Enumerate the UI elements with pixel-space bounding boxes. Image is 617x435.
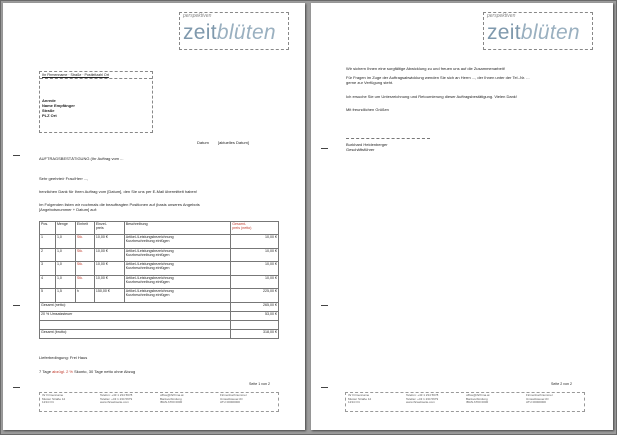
payment-discount: abzügl. 2 %: [52, 369, 73, 374]
cell-preis: 150,00 €: [94, 289, 124, 303]
cell-desc: Artikel-/Leistungsbezeichnung Kurzbeschreibung einfügen: [124, 275, 231, 289]
fold-mark: [13, 155, 20, 156]
gross-value: 318,00 €: [231, 329, 279, 338]
logo-tagline: perspektiven: [487, 13, 516, 19]
delivery-terms: Lieferbedingung: Frei Haus: [39, 355, 88, 360]
table-row-spacer: [40, 320, 279, 329]
paragraph-list-1: Im Folgenden listen wir nochmals die beauftragten Positionen auf (basis unseres Angebots: [39, 202, 200, 207]
cell-menge: 1,0: [55, 248, 75, 262]
signature-line: [346, 138, 430, 139]
logo-wordmark: [183, 21, 276, 45]
col-header: Einzel- preis: [94, 222, 124, 235]
col-header: Pos.: [40, 222, 56, 235]
cell-preis: 10,00 €: [94, 235, 124, 249]
cell-preis: 10,00 €: [94, 248, 124, 262]
cell-desc: Artikel-/Leistungsbezeichnung Kurzbeschreibung einfügen: [124, 235, 231, 249]
footer-col-4: Firmenbuchnummer Umsatzsteuer-ID ATU 00000000: [526, 393, 553, 405]
cell-gesamt: 225,00 €: [231, 289, 279, 303]
logo-word-1: zeit: [183, 21, 217, 44]
table-header-row: [40, 222, 279, 235]
cell-gesamt: 10,00 €: [231, 275, 279, 289]
table-row: [40, 275, 279, 289]
cell-menge: 1,5: [55, 289, 75, 303]
recipient-line-2: Name Empfänger: [42, 103, 75, 108]
signer-name: Burkhard Heidenberger: [346, 142, 388, 147]
fold-mark: [321, 387, 328, 388]
col-header: Einheit: [75, 222, 94, 235]
cell-pos: 1: [40, 235, 56, 249]
footer-col-2: Telefon: +43 1 234 5678 Telefax: +43 1 234 5679 www.ihrwebseite.com: [100, 393, 133, 405]
page-number: Seite 2 von 2: [551, 382, 572, 386]
footer-col-2: Telefon: +43 1 234 5678 Telefax: +43 1 234 5679 www.ihrwebseite.com: [406, 393, 439, 405]
footer-col-1: Ihr Firmenname Muster Straße 12 1234 Ort: [348, 393, 372, 405]
cell-desc: Artikel-/Leistungsbezeichnung Kurzbeschreibung einfügen: [124, 248, 231, 262]
fold-mark: [321, 148, 328, 149]
table-row: [40, 235, 279, 249]
cell-pos: 2: [40, 248, 56, 262]
closing-greeting: Mit freundlichen Grüßen: [346, 107, 389, 112]
salutation: Sehr geehrte/r Frau/Herr ...,: [39, 176, 89, 181]
table-row: [40, 262, 279, 276]
fold-mark: [321, 305, 328, 306]
fold-mark: [13, 305, 20, 306]
cell-menge: 1,0: [55, 262, 75, 276]
signer-title: Geschäftsführer: [346, 147, 375, 152]
logo-wordmark: [487, 21, 580, 45]
closing-line-2a: Für Fragen im Zuge der Auftragsabwicklung wenden Sie sich an Herrn ..., der Ihnen unter der Tel.-Nr. ...: [346, 75, 530, 80]
recipient-line-3: Straße: [42, 108, 55, 113]
cell-pos: 3: [40, 262, 56, 276]
cell-preis: 10,00 €: [94, 275, 124, 289]
spacer-cell: [40, 320, 231, 329]
page-2: [311, 3, 613, 430]
table-row-net: [40, 302, 279, 311]
paragraph-list-2: [Angebotsnummer + Datum] auf:: [39, 207, 97, 212]
spacer-cell: [231, 320, 279, 329]
vat-value: 53,00 €: [231, 311, 279, 320]
closing-line-2b: gerne zur Verfügung steht.: [346, 80, 394, 85]
footer-box: [345, 392, 585, 412]
sender-line: Ihr Firmenname · Straße · Postleitzahl Ort: [42, 73, 109, 77]
positions-table: [39, 221, 279, 339]
net-value: 265,00 €: [231, 302, 279, 311]
fold-mark: [13, 387, 20, 388]
footer-col-4: Firmenbuchnummer Umsatzsteuer-ID ATU 00000000: [220, 393, 247, 405]
footer-col-1: Ihr Firmenname Muster Straße 12 1234 Ort: [42, 393, 66, 405]
payment-post: Skonto, 30 Tage netto ohne Abzug: [72, 369, 136, 374]
footer-box: [39, 392, 279, 412]
table-row: [40, 248, 279, 262]
logo-tagline: perspektiven: [183, 13, 212, 19]
cell-gesamt: 10,00 €: [231, 235, 279, 249]
payment-pre: 7 Tage: [39, 369, 53, 374]
table-row-vat: [40, 311, 279, 320]
cell-einheit: Stk.: [75, 248, 94, 262]
cell-menge: 1,0: [55, 275, 75, 289]
cell-gesamt: 10,00 €: [231, 262, 279, 276]
table-row: [40, 289, 279, 303]
cell-desc: Artikel-/Leistungsbezeichnung Kurzbeschreibung einfügen: [124, 289, 231, 303]
cell-pos: 4: [40, 275, 56, 289]
date-value: [aktuelles Datum]: [218, 140, 249, 145]
cell-desc: Artikel-/Leistungsbezeichnung Kurzbeschreibung einfügen: [124, 262, 231, 276]
page-number: Seite 1 von 2: [249, 382, 270, 386]
logo-box: [179, 12, 289, 50]
logo-box: [483, 12, 593, 50]
paragraph-thanks: herzlichen Dank für Ihren Auftrag vom [Datum], den Sie uns per E-Mail übermittelt haben!: [39, 189, 198, 194]
cell-einheit: Stk.: [75, 235, 94, 249]
logo-word-2: blüten: [216, 21, 276, 44]
cell-einheit: h: [75, 289, 94, 303]
payment-terms: [39, 369, 135, 374]
address-box: [39, 71, 153, 133]
footer-col-3: office@ihrfirma.at Bankverbindung IBAN AT00 0000: [466, 393, 490, 405]
logo-word-1: zeit: [487, 21, 521, 44]
cell-preis: 10,00 €: [94, 262, 124, 276]
cell-einheit: Stk.: [75, 275, 94, 289]
col-header: Beschreibung: [124, 222, 231, 235]
logo-word-2: blüten: [520, 21, 580, 44]
col-header: Menge: [55, 222, 75, 235]
recipient-line-4: PLZ Ort: [42, 113, 57, 118]
subject-line: AUFTRAGSBESTÄTIGUNG (Ihr Auftrag vom ...: [39, 156, 124, 161]
vat-label: 20 % Umsatzsteuer: [40, 311, 231, 320]
page-1: [3, 3, 305, 430]
gross-label: Gesamt (brutto):: [40, 329, 231, 338]
closing-line-1: Wir sichern Ihnen eine sorgfältige Abwicklung zu und freuen uns auf die Zusammenarbeit!: [346, 66, 505, 71]
closing-line-3: Ich ersuche Sie um Unterzeichnung und Retournierung dieser Auftragsbestätigung. Vielen Dank!: [346, 94, 517, 99]
table-row-gross: [40, 329, 279, 338]
cell-einheit: Stk.: [75, 262, 94, 276]
cell-menge: 1,0: [55, 235, 75, 249]
footer-col-3: office@ihrfirma.at Bankverbindung IBAN AT00 0000: [160, 393, 184, 405]
col-header: Gesamt- preis (netto): [231, 222, 279, 235]
date-label: Datum: [197, 140, 209, 145]
cell-gesamt: 10,00 €: [231, 248, 279, 262]
cell-pos: 5: [40, 289, 56, 303]
recipient-line-1: Anrede: [42, 98, 56, 103]
net-label: Gesamt (netto):: [40, 302, 231, 311]
